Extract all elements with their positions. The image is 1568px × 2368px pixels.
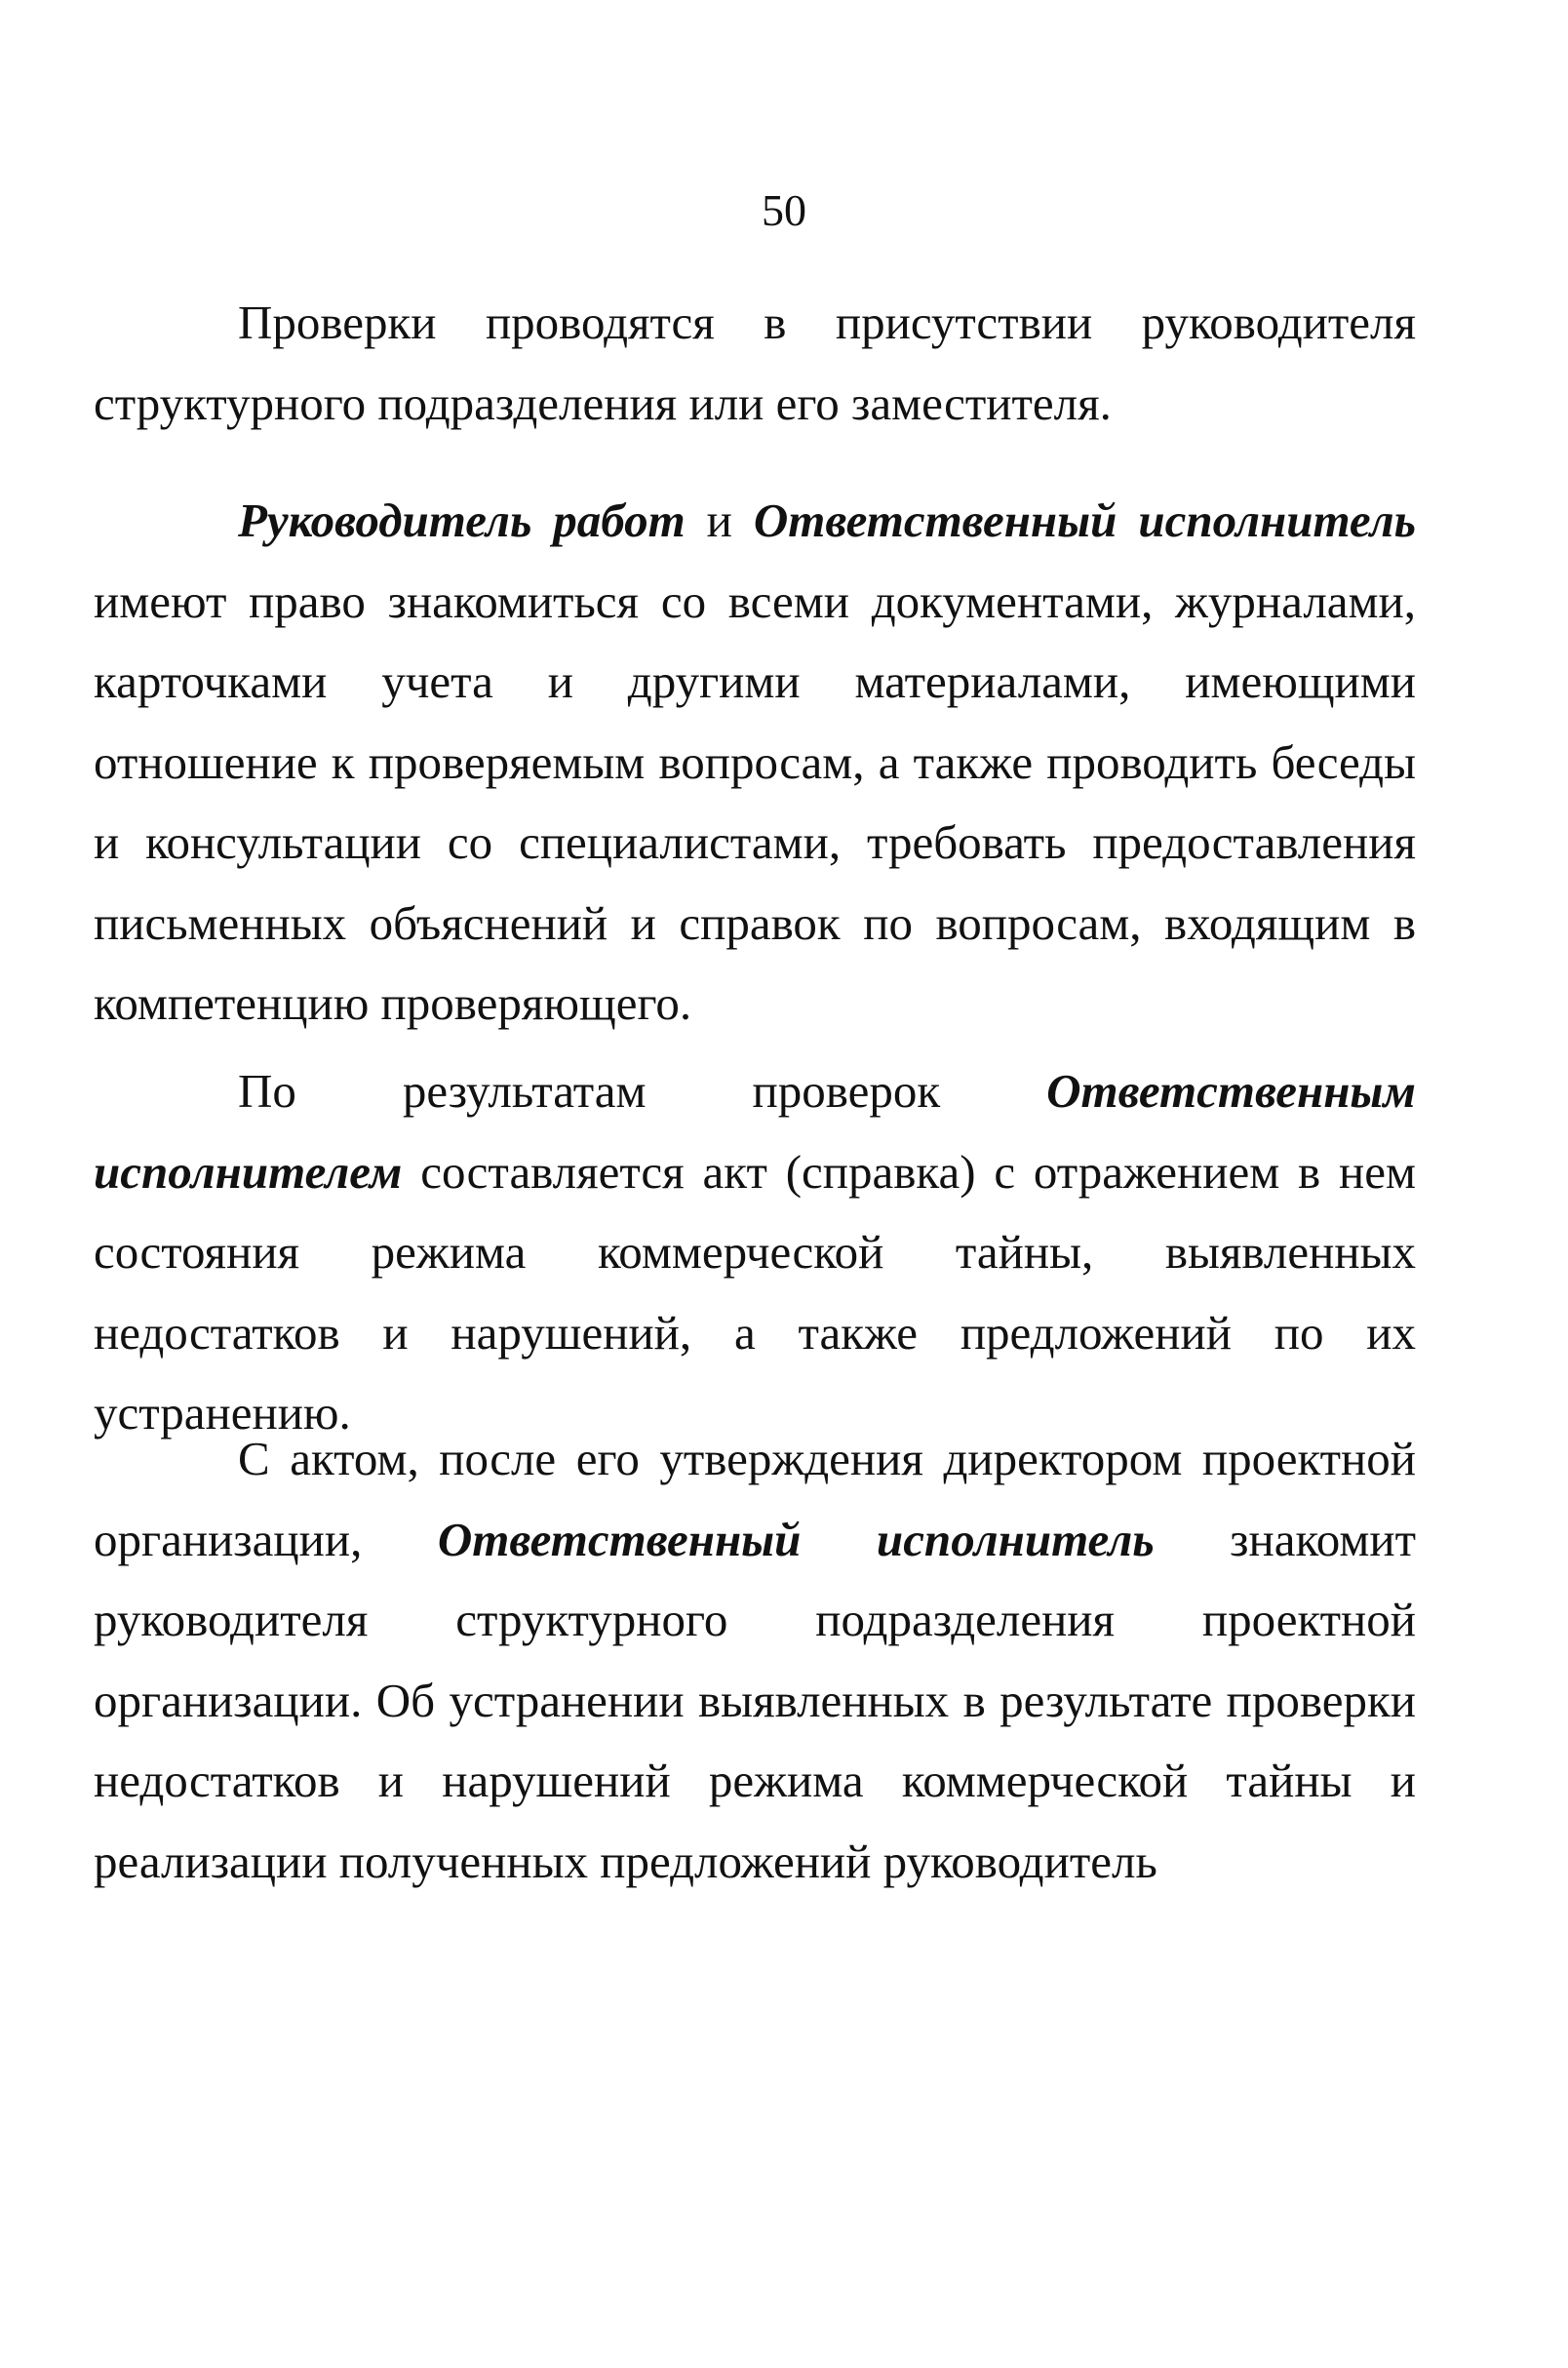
paragraph-4-lead: С актом, после его утверждения директором проектной организации, — [94, 1432, 1416, 1566]
term-work-manager: Руководитель работ — [238, 493, 686, 547]
paragraph-4-text: знакомит руководителя структурного подразделения проектной организации. Об устранении выявленных в результате проверки недостатков и нарушений режима коммерческой тайны и реализации полученных предложений руководитель — [94, 1512, 1416, 1888]
paragraph-2 — [94, 481, 1416, 1045]
paragraph-4 — [94, 1419, 1416, 1902]
paragraph-2-text: имеют право знакомиться со всеми документами, журналами, карточками учета и другими материалами, имеющими отношение к проверяемым вопросам, а также проводить беседы и консультации со специалистами, требовать предоставления письменных объяснений и справок по вопросам, входящим в компетенцию проверяющего. — [94, 573, 1416, 1030]
paragraph-1 — [94, 283, 1416, 444]
term-responsible-executor-2: Ответственный исполнитель — [437, 1512, 1155, 1566]
paragraph-2-conjunction: и — [685, 493, 754, 547]
paragraph-3 — [94, 1051, 1416, 1454]
term-responsible-executor-instr: Ответственным исполнителем — [94, 1064, 1416, 1199]
page-number: 50 — [762, 185, 806, 235]
paragraph-3-text: составляется акт (справка) с отражением в нем состояния режима коммерческой тайны, выявленных недостатков и нарушений, а также предложений по их устранению. — [94, 1144, 1416, 1440]
paragraph-3-lead: По результатам проверок — [238, 1064, 1047, 1118]
paragraph-1-text: Проверки проводятся в присутствии руководителя структурного подразделения или его заместителя. — [94, 296, 1416, 430]
term-responsible-executor: Ответственный исполнитель — [753, 493, 1416, 547]
